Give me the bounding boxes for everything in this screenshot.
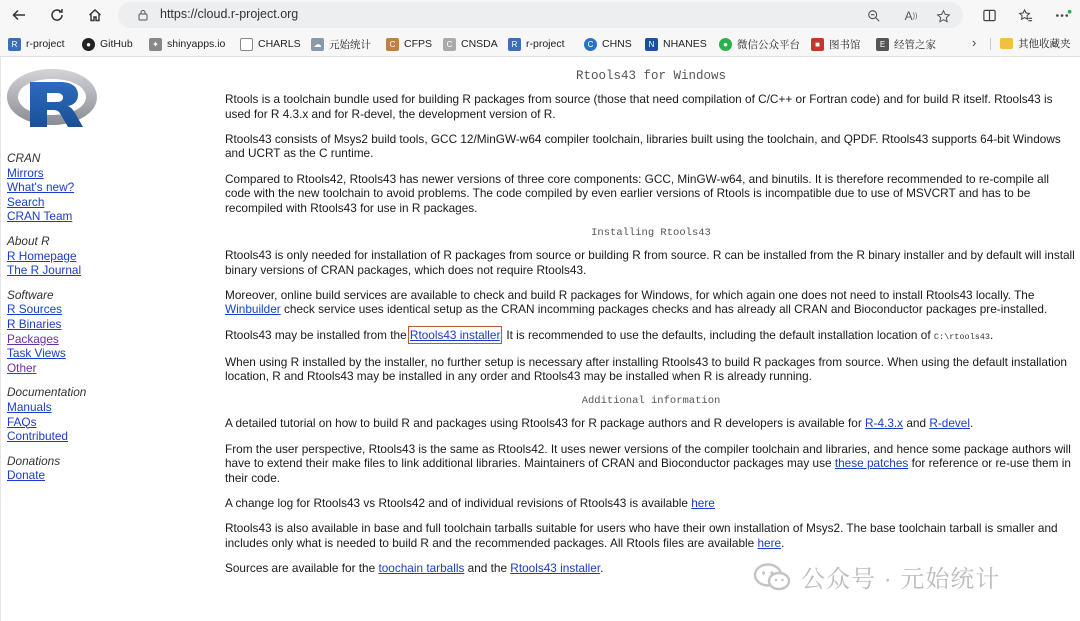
sidebar-link-packages[interactable]: Packages [7, 331, 59, 346]
sidebar-heading: Software [7, 287, 54, 302]
cloud-icon: ☁ [311, 38, 324, 51]
sidebar-link-r-binaries[interactable]: R Binaries [7, 316, 62, 331]
other-favorites-folder[interactable]: 其他收藏夹 [1000, 36, 1071, 51]
watermark-text: 公众号 · 元始统计 [801, 566, 1001, 593]
sidebar-link-donate[interactable]: Donate [7, 468, 46, 483]
page-title: Rtools43 for Windows [575, 69, 727, 83]
bookmark-chns[interactable]: C CHNS [584, 36, 632, 52]
document-icon [240, 38, 253, 51]
github-icon: ● [82, 38, 95, 51]
install-path-code: C:\rtools43 [933, 331, 990, 342]
installation-need-paragraph: Rtools43 is only needed for installation of R packages from source or building R from source. R can be installed from the R binary installer and by default will install binary versions of CRAN packages, which does not require Rtools43. [225, 247, 1075, 277]
bookmark-r-project-2[interactable]: R r-project [508, 36, 565, 52]
refresh-button[interactable] [46, 4, 68, 26]
home-button[interactable] [84, 4, 106, 26]
comparison-paragraph: Compared to Rtools42, Rtools43 has newer versions of three core components: GCC, MinGW-w64, and binutils. It is therefore recommended to re-compile all code with the new toolchain to avoid problems. The code compiled by even earlier versions of Rtools is incompatible due to use of MSVCRT and has to be recompiled with Rtools43 for use in R packages. [225, 171, 1049, 215]
sidebar-link-mirrors[interactable]: Mirrors [7, 165, 44, 180]
bookmark-charls[interactable]: CHARLS [240, 36, 301, 52]
split-screen-icon[interactable] [980, 6, 998, 24]
sidebar-link-whats-new[interactable]: What's new? [7, 180, 75, 195]
bookmark-cfps[interactable]: C CFPS [386, 36, 432, 52]
chevron-right-icon[interactable]: › [972, 35, 977, 50]
user-perspective-paragraph: From the user perspective, Rtools43 is the same as Rtools42. It uses newer versions of the compiler toolchain and libraries, and hence some package authors will have to extend their make files to link additional libraries. Maintainers of CRAN and Bioconductor packages may use these patches for reference or re-use them in their code. [225, 441, 1071, 485]
sidebar-heading: Donations [7, 453, 61, 468]
winbuilder-link[interactable]: Winbuilder [225, 302, 281, 317]
setup-paragraph: When using R installed by the installer, no further setup is necessary after installing Rtools43 to build R packages from source. When using the default installation location, R and Rtools43 may be installed in any order and Rtools43 may be installed when R is already running. [225, 354, 1067, 384]
wechat-watermark [753, 559, 1000, 594]
bookmark-library[interactable]: ■ 图书馆 [811, 36, 861, 52]
intro-paragraph: Rtools is a toolchain bundle used for building R packages from source (those that need compilation of C/C++ or Fortran code) and for build R itself. Rtools43 is used for R 4.3.x and for R-devel, the development version of R. [225, 92, 1053, 121]
bookmark-divider [990, 38, 991, 50]
wechat-icon: ● [719, 38, 732, 51]
folder-icon [1000, 38, 1013, 49]
main-content [225, 69, 1077, 586]
zoom-icon[interactable] [866, 8, 882, 24]
r-logo[interactable] [6, 65, 98, 137]
sidebar-link-task-views[interactable]: Task Views [7, 346, 66, 361]
all-files-here-link[interactable]: here [757, 535, 782, 550]
cfps-icon: C [386, 38, 399, 51]
sidebar-link-other[interactable]: Other [7, 360, 37, 375]
sidebar-group-donations [7, 454, 207, 483]
library-icon: ■ [811, 38, 824, 51]
r-4-3-x-link[interactable]: R-4.3.x [865, 416, 904, 431]
back-button[interactable] [8, 4, 30, 26]
bookmark-yuanshi[interactable]: ☁ 元始统计 [311, 36, 371, 52]
sidebar-link-r-sources[interactable]: R Sources [7, 302, 63, 317]
page-content [0, 57, 1080, 621]
sidebar-link-cran-team[interactable]: CRAN Team [7, 209, 73, 224]
changelog-paragraph: A change log for Rtools43 vs Rtools42 and of individual revisions of Rtools43 is available here [225, 496, 715, 511]
arrow-left-icon [11, 7, 27, 23]
refresh-icon [49, 7, 65, 23]
section-heading-additional: Additional information [581, 395, 721, 408]
bookmark-shinyapps[interactable]: ✦ shinyapps.io [149, 36, 225, 52]
shiny-icon: ✦ [149, 38, 162, 51]
sidebar [7, 151, 207, 493]
cnsda-icon: C [443, 38, 456, 51]
nhanes-icon: N [645, 38, 658, 51]
bookmark-cnsda[interactable]: C CNSDA [443, 36, 498, 52]
components-paragraph: Rtools43 consists of Msys2 build tools, GCC 12/MinGW-w64 compiler toolchain, libraries built using the toolchain, and QPDF. Rtools43 supports 64-bit Windows and UCRT as the C runtime. [225, 131, 1061, 161]
r-logo-icon: R [8, 38, 21, 51]
extension-icon[interactable] [1054, 6, 1072, 24]
bookmark-nhanes[interactable]: N NHANES [645, 36, 707, 52]
toolchain-tarballs-link[interactable]: toochain tarballs [378, 561, 465, 575]
sidebar-link-manuals[interactable]: Manuals [7, 399, 52, 414]
sidebar-group-about-r [7, 234, 207, 278]
address-bar[interactable] [118, 2, 963, 28]
sidebar-heading: About R [7, 233, 50, 248]
browser-toolbar [0, 0, 1080, 30]
bookmark-r-project[interactable]: R r-project [8, 36, 65, 52]
favorite-star-icon[interactable] [935, 8, 951, 24]
these-patches-link[interactable]: these patches [834, 456, 909, 471]
sidebar-heading: CRAN [7, 151, 41, 165]
rtools43-installer-link[interactable]: Rtools43 installer [409, 327, 500, 342]
r-devel-link[interactable]: R-devel [929, 416, 970, 431]
bookmark-forum[interactable]: E 经管之家 [876, 36, 936, 52]
read-aloud-icon[interactable]: A )) [904, 9, 918, 23]
sidebar-group-cran [7, 151, 207, 224]
changelog-here-link[interactable]: here [691, 496, 715, 511]
sources-installer-link[interactable]: Rtools43 installer [510, 561, 601, 575]
sidebar-link-contributed[interactable]: Contributed [7, 429, 68, 444]
sources-paragraph: Sources are available for the toochain tarballs and the Rtools43 installer. [225, 561, 604, 575]
wechat-icon [753, 562, 791, 592]
home-icon [87, 7, 103, 23]
favorites-icon[interactable] [1016, 6, 1034, 24]
installer-paragraph: Rtools43 may be installed from the Rtools43 installer. It is recommended to use the defaults, including the default installation location of C:\rtools43. [225, 327, 994, 342]
sidebar-link-r-homepage[interactable]: R Homepage [7, 248, 77, 263]
forum-icon: E [876, 38, 889, 51]
chns-icon: C [584, 38, 597, 51]
bookmark-github[interactable]: ● GitHub [82, 36, 133, 52]
bookmarks-bar [0, 30, 1080, 57]
sidebar-group-software [7, 288, 207, 376]
bookmark-wechat[interactable]: ● 微信公众平台 [719, 36, 800, 52]
sidebar-link-r-journal[interactable]: The R Journal [7, 263, 82, 278]
tutorial-paragraph: A detailed tutorial on how to build R and packages using Rtools43 for R package authors and R developers is available for R-4.3.x and R-devel. [225, 416, 974, 431]
online-build-paragraph: Moreover, online build services are available to check and build R packages for Windows, for which again one does not need to install Rtools43 locally. The Winbuilder check service uses identical setup as the CRAN incomming packages checks and has already all CRAN and Bioconductor packages pre-installed. [225, 287, 1048, 317]
sidebar-link-search[interactable]: Search [7, 194, 45, 209]
r-logo-icon: R [508, 38, 521, 51]
sidebar-link-faqs[interactable]: FAQs [7, 414, 37, 429]
section-heading-installing: Installing Rtools43 [591, 226, 711, 239]
lock-icon [136, 8, 150, 22]
url-text: https://cloud.r-project.org [160, 7, 299, 21]
tarballs-paragraph: Rtools43 is also available in base and full toolchain tarballs suitable for users who have their own installation of Msys2. The base toolchain tarball is smaller and includes only what is needed to build R and the recommended packages. All Rtools files are available here. [225, 521, 1058, 550]
sidebar-group-documentation [7, 385, 207, 443]
sidebar-heading: Documentation [7, 385, 87, 400]
